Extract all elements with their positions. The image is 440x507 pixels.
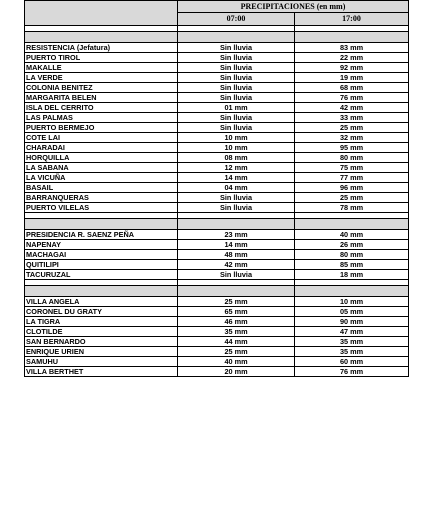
value-1700-cell: 80 mm bbox=[295, 153, 409, 163]
header-title: PRECIPITACIONES (en mm) bbox=[178, 1, 409, 13]
value-0700-cell: 01 mm bbox=[178, 103, 295, 113]
table-row bbox=[25, 327, 409, 337]
value-0700-cell: 42 mm bbox=[178, 260, 295, 270]
table-row bbox=[25, 73, 409, 83]
table-row bbox=[25, 183, 409, 193]
value-1700-cell: 25 mm bbox=[295, 123, 409, 133]
table-row bbox=[25, 193, 409, 203]
value-1700-cell: 35 mm bbox=[295, 347, 409, 357]
table-row bbox=[25, 133, 409, 143]
value-1700-cell: 26 mm bbox=[295, 240, 409, 250]
value-1700-cell: 80 mm bbox=[295, 250, 409, 260]
value-0700-cell: 44 mm bbox=[178, 337, 295, 347]
value-0700-cell: 10 mm bbox=[178, 133, 295, 143]
table-row bbox=[25, 143, 409, 153]
station-name-cell: MACHAGAI bbox=[25, 250, 178, 260]
value-1700-cell: 75 mm bbox=[295, 163, 409, 173]
value-0700-cell: 08 mm bbox=[178, 153, 295, 163]
table-row bbox=[25, 113, 409, 123]
header-col-0700: 07:00 bbox=[178, 13, 295, 26]
station-name-cell: QUITILIPI bbox=[25, 260, 178, 270]
value-0700-cell: Sin lluvia bbox=[178, 203, 295, 213]
value-0700-cell: Sin lluvia bbox=[178, 123, 295, 133]
value-1700-cell: 40 mm bbox=[295, 230, 409, 240]
station-name-cell: LA VICUÑA bbox=[25, 173, 178, 183]
separator-band bbox=[25, 219, 409, 230]
station-name-cell: PRESIDENCIA R. SAENZ PEÑA bbox=[25, 230, 178, 240]
value-0700-cell: 20 mm bbox=[178, 367, 295, 377]
table-row bbox=[25, 123, 409, 133]
station-name-cell: CORONEL DU GRATY bbox=[25, 307, 178, 317]
station-name-cell: COTE LAI bbox=[25, 133, 178, 143]
value-1700-cell: 10 mm bbox=[295, 297, 409, 307]
table-row bbox=[25, 317, 409, 327]
station-name-cell: ISLA DEL CERRITO bbox=[25, 103, 178, 113]
table-row bbox=[25, 307, 409, 317]
empty-cell bbox=[295, 286, 409, 297]
value-0700-cell: 48 mm bbox=[178, 250, 295, 260]
empty-cell bbox=[25, 32, 178, 43]
empty-cell bbox=[178, 286, 295, 297]
empty-cell bbox=[25, 286, 178, 297]
value-1700-cell: 92 mm bbox=[295, 63, 409, 73]
station-name-cell: MARGARITA BELEN bbox=[25, 93, 178, 103]
table-row bbox=[25, 230, 409, 240]
table-row bbox=[25, 347, 409, 357]
station-name-cell: SAN BERNARDO bbox=[25, 337, 178, 347]
value-0700-cell: Sin lluvia bbox=[178, 63, 295, 73]
value-0700-cell: Sin lluvia bbox=[178, 43, 295, 53]
table-row bbox=[25, 153, 409, 163]
value-1700-cell: 25 mm bbox=[295, 193, 409, 203]
value-0700-cell: Sin lluvia bbox=[178, 270, 295, 280]
precipitation-sheet bbox=[24, 0, 408, 377]
header-corner-cell bbox=[25, 1, 178, 26]
value-0700-cell: 65 mm bbox=[178, 307, 295, 317]
station-name-cell: RESISTENCIA (Jefatura) bbox=[25, 43, 178, 53]
value-1700-cell: 33 mm bbox=[295, 113, 409, 123]
value-1700-cell: 19 mm bbox=[295, 73, 409, 83]
table-row bbox=[25, 173, 409, 183]
value-0700-cell: 23 mm bbox=[178, 230, 295, 240]
value-0700-cell: Sin lluvia bbox=[178, 73, 295, 83]
station-name-cell: TACURUZAL bbox=[25, 270, 178, 280]
value-1700-cell: 35 mm bbox=[295, 337, 409, 347]
station-name-cell: HORQUILLA bbox=[25, 153, 178, 163]
station-name-cell: PUERTO BERMEJO bbox=[25, 123, 178, 133]
empty-cell bbox=[295, 32, 409, 43]
table-row bbox=[25, 240, 409, 250]
value-0700-cell: Sin lluvia bbox=[178, 193, 295, 203]
station-name-cell: VILLA ANGELA bbox=[25, 297, 178, 307]
value-0700-cell: 04 mm bbox=[178, 183, 295, 193]
value-0700-cell: Sin lluvia bbox=[178, 93, 295, 103]
table-row bbox=[25, 163, 409, 173]
value-0700-cell: 25 mm bbox=[178, 347, 295, 357]
table-header bbox=[25, 1, 409, 26]
station-name-cell: VILLA BERTHET bbox=[25, 367, 178, 377]
table-row bbox=[25, 297, 409, 307]
station-name-cell: CHARADAI bbox=[25, 143, 178, 153]
station-name-cell: BASAIL bbox=[25, 183, 178, 193]
table-row bbox=[25, 83, 409, 93]
station-name-cell: ENRIQUE URIEN bbox=[25, 347, 178, 357]
table-row bbox=[25, 337, 409, 347]
value-1700-cell: 76 mm bbox=[295, 367, 409, 377]
station-name-cell: BARRANQUERAS bbox=[25, 193, 178, 203]
value-1700-cell: 47 mm bbox=[295, 327, 409, 337]
empty-cell bbox=[178, 32, 295, 43]
station-name-cell: LA VERDE bbox=[25, 73, 178, 83]
station-name-cell: COLONIA BENITEZ bbox=[25, 83, 178, 93]
value-0700-cell: Sin lluvia bbox=[178, 113, 295, 123]
separator-band bbox=[25, 286, 409, 297]
value-0700-cell: 35 mm bbox=[178, 327, 295, 337]
value-1700-cell: 22 mm bbox=[295, 53, 409, 63]
empty-cell bbox=[25, 219, 178, 230]
separator-band bbox=[25, 32, 409, 43]
value-0700-cell: 14 mm bbox=[178, 240, 295, 250]
value-0700-cell: 12 mm bbox=[178, 163, 295, 173]
value-1700-cell: 83 mm bbox=[295, 43, 409, 53]
value-1700-cell: 78 mm bbox=[295, 203, 409, 213]
value-1700-cell: 85 mm bbox=[295, 260, 409, 270]
station-name-cell: LA SABANA bbox=[25, 163, 178, 173]
table-row bbox=[25, 260, 409, 270]
station-name-cell: NAPENAY bbox=[25, 240, 178, 250]
value-1700-cell: 96 mm bbox=[295, 183, 409, 193]
value-0700-cell: 46 mm bbox=[178, 317, 295, 327]
value-0700-cell: 14 mm bbox=[178, 173, 295, 183]
table-body bbox=[25, 26, 409, 377]
value-1700-cell: 32 mm bbox=[295, 133, 409, 143]
value-1700-cell: 05 mm bbox=[295, 307, 409, 317]
header-title-row bbox=[25, 1, 409, 13]
station-name-cell: PUERTO TIROL bbox=[25, 53, 178, 63]
value-1700-cell: 95 mm bbox=[295, 143, 409, 153]
table-row bbox=[25, 250, 409, 260]
value-0700-cell: 25 mm bbox=[178, 297, 295, 307]
value-1700-cell: 68 mm bbox=[295, 83, 409, 93]
table-row bbox=[25, 63, 409, 73]
table-row bbox=[25, 367, 409, 377]
table-row bbox=[25, 53, 409, 63]
header-col-1700: 17:00 bbox=[295, 13, 409, 26]
value-0700-cell: 40 mm bbox=[178, 357, 295, 367]
station-name-cell: LA TIGRA bbox=[25, 317, 178, 327]
table-row bbox=[25, 103, 409, 113]
empty-cell bbox=[178, 219, 295, 230]
value-1700-cell: 90 mm bbox=[295, 317, 409, 327]
station-name-cell: MAKALLE bbox=[25, 63, 178, 73]
empty-cell bbox=[295, 219, 409, 230]
value-1700-cell: 77 mm bbox=[295, 173, 409, 183]
value-0700-cell: Sin lluvia bbox=[178, 53, 295, 63]
station-name-cell: CLOTILDE bbox=[25, 327, 178, 337]
value-1700-cell: 60 mm bbox=[295, 357, 409, 367]
station-name-cell: PUERTO VILELAS bbox=[25, 203, 178, 213]
table-row bbox=[25, 93, 409, 103]
value-0700-cell: Sin lluvia bbox=[178, 83, 295, 93]
value-1700-cell: 18 mm bbox=[295, 270, 409, 280]
table-row bbox=[25, 270, 409, 280]
station-name-cell: LAS PALMAS bbox=[25, 113, 178, 123]
table-row bbox=[25, 203, 409, 213]
table-row bbox=[25, 43, 409, 53]
value-1700-cell: 42 mm bbox=[295, 103, 409, 113]
value-1700-cell: 76 mm bbox=[295, 93, 409, 103]
value-0700-cell: 10 mm bbox=[178, 143, 295, 153]
station-name-cell: SAMUHU bbox=[25, 357, 178, 367]
table-row bbox=[25, 357, 409, 367]
precipitation-table bbox=[24, 0, 409, 377]
